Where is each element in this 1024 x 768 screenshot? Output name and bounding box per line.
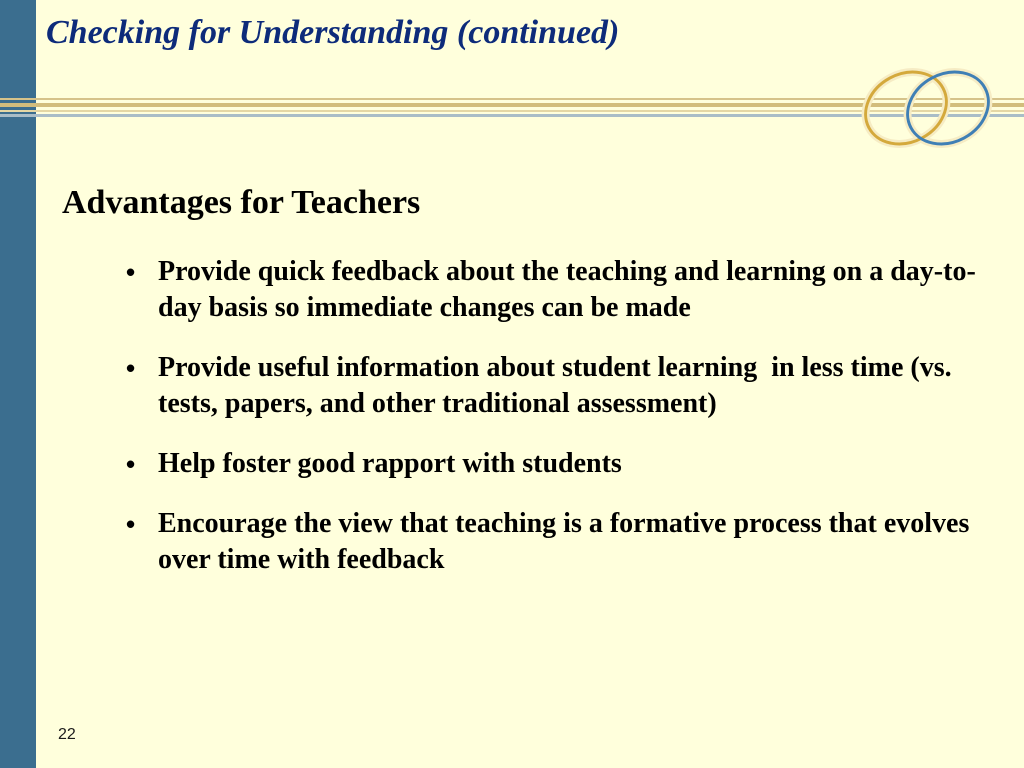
- bullet-item: • Provide useful information about student learning in less time (vs. tests, papers, and other traditional assessment): [158, 350, 978, 422]
- slide-title: Checking for Understanding (continued): [46, 14, 620, 51]
- section-heading: Advantages for Teachers: [62, 184, 421, 221]
- bullet-list: [158, 254, 978, 602]
- interlocking-rings-icon: [848, 60, 1008, 156]
- bullet-item: • Encourage the view that teaching is a formative process that evolves over time with feedback: [158, 506, 978, 578]
- slide-number: 22: [58, 726, 76, 743]
- bullet-item: • Help foster good rapport with students: [158, 446, 978, 482]
- bullet-item: • Provide quick feedback about the teaching and learning on a day-to-day basis so immediate changes can be made: [158, 254, 978, 326]
